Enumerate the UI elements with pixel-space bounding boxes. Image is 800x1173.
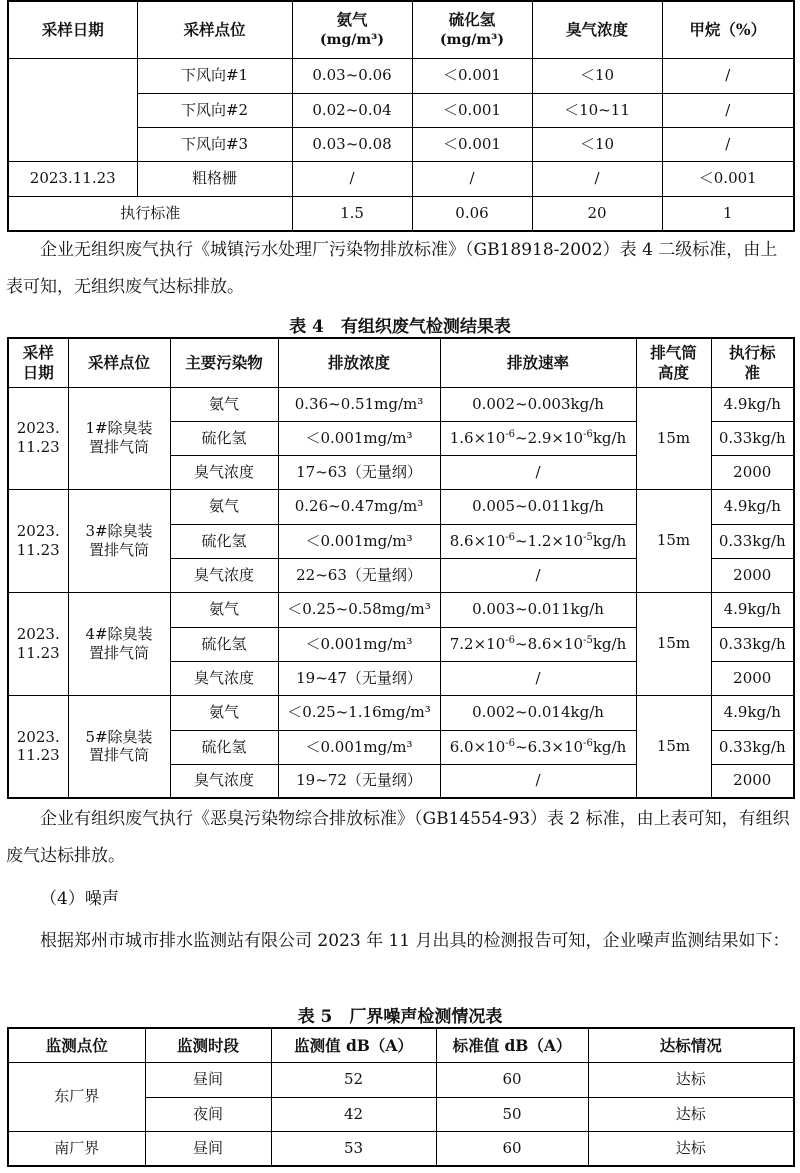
standard-odor: 20 [532,196,662,231]
cell-point: 东厂界 [8,1062,145,1131]
cell-period: 夜间 [145,1097,271,1131]
standard-h2s: 0.06 [412,196,532,231]
cell-conc: 19~47（无量纲） [278,661,440,695]
header-concentration: 排放浓度 [278,338,440,387]
table-row [8,1131,794,1166]
cell-height: 15m [636,592,711,695]
standard-label: 执行标准 [8,196,292,231]
cell-ch4: ＜0.001 [662,161,794,196]
header-h2s: 硫化氢 (mg/m³) [412,1,532,58]
header-result: 达标情况 [588,1028,794,1062]
table-row [8,592,794,627]
cell-odor: ＜10 [532,127,662,161]
cell-rate: 0.002~0.003kg/h [440,387,636,421]
cell-rate: $6.0\times 10^{-6}\sim 6.3\times 10^{-6}kg/h$ [440,730,636,764]
cell-std: 0.33kg/h [711,421,794,455]
table-row [8,1062,794,1097]
table-unorganized-gas [7,0,795,232]
cell-conc: ＜0.001mg/m³ [278,524,440,558]
cell-pollutant: 臭气浓度 [170,764,278,798]
cell-conc: 17~63（无量纲） [278,455,440,489]
cell-odor: / [532,161,662,196]
cell-std: 4.9kg/h [711,695,794,730]
cell-height: 15m [636,695,711,798]
cell-conc: ＜0.001mg/m³ [278,627,440,661]
cell-point: 4#除臭装 置排气筒 [68,592,170,695]
header-pollutant: 主要污染物 [170,338,278,387]
cell-std: 4.9kg/h [711,592,794,627]
cell-std: 2000 [711,764,794,798]
cell-rate: $1.6\times 10^{-6}\sim 2.9\times 10^{-6}kg/h$ [440,421,636,455]
date-cell-blank [8,58,137,161]
cell-result: 达标 [588,1131,794,1166]
cell-rate: / [440,764,636,798]
cell-std: 0.33kg/h [711,730,794,764]
cell-std: 2000 [711,558,794,592]
cell-h2s: ＜0.001 [412,58,532,93]
cell-rate: $7.2\times 10^{-6}\sim 8.6\times 10^{-5}kg/h$ [440,627,636,661]
cell-pollutant: 硫化氢 [170,627,278,661]
section-heading-noise: （4）噪声 [40,889,119,909]
cell-point: 1#除臭装 置排气筒 [68,387,170,489]
table-organized-gas [7,337,795,799]
cell-conc: 22~63（无量纲） [278,558,440,592]
cell-pollutant: 臭气浓度 [170,455,278,489]
paragraph-noise-intro: 根据郑州市城市排水监测站有限公司 2023 年 11 月出具的检测报告可知，企业噪声监测结果如下： [40,931,790,951]
cell-value: 42 [271,1097,436,1131]
table-row-standard [8,196,794,231]
cell-point: 下风向#1 [137,58,292,93]
cell-value: 53 [271,1131,436,1166]
header-sampling-date: 采样日期 [8,1,137,58]
header-point: 监测点位 [8,1028,145,1062]
cell-date: 2023. 11.23 [8,695,68,798]
cell-std: 2000 [711,455,794,489]
cell-std: 0.33kg/h [711,627,794,661]
cell-rate: 0.005~0.011kg/h [440,489,636,524]
table-noise [7,1027,795,1167]
cell-pollutant: 硫化氢 [170,421,278,455]
cell-h2s: / [412,161,532,196]
header-ammonia: 氨气 (mg/m³) [292,1,412,58]
header-standard: 标准值 dB（A） [436,1028,588,1062]
cell-point: 3#除臭装 置排气筒 [68,489,170,592]
cell-result: 达标 [588,1062,794,1097]
header-standard: 执行标 准 [711,338,794,387]
table-row [8,161,794,196]
cell-value: 52 [271,1062,436,1097]
cell-pollutant: 臭气浓度 [170,661,278,695]
header-point: 采样点位 [68,338,170,387]
cell-std: 4.9kg/h [711,489,794,524]
cell-pollutant: 氨气 [170,489,278,524]
cell-pollutant: 氨气 [170,592,278,627]
cell-h2s: ＜0.001 [412,93,532,127]
table5-caption: 表 5 厂界噪声检测情况表 [297,1007,503,1027]
cell-date: 2023. 11.23 [8,592,68,695]
cell-point: 粗格栅 [137,161,292,196]
header-value: 监测值 dB（A） [271,1028,436,1062]
cell-pollutant: 氨气 [170,387,278,421]
cell-odor: ＜10~11 [532,93,662,127]
cell-std: 50 [436,1097,588,1131]
cell-conc: ＜0.001mg/m³ [278,730,440,764]
header-rate: 排放速率 [440,338,636,387]
cell-std: 60 [436,1062,588,1097]
cell-conc: ＜0.25~0.58mg/m³ [278,592,440,627]
cell-conc: ＜0.001mg/m³ [278,421,440,455]
standard-ch4: 1 [662,196,794,231]
cell-rate: 0.002~0.014kg/h [440,695,636,730]
header-odor: 臭气浓度 [532,1,662,58]
cell-ch4: / [662,58,794,93]
table-row [8,489,794,524]
cell-nh3: 0.03~0.08 [292,127,412,161]
table-row [8,58,794,93]
cell-pollutant: 氨气 [170,695,278,730]
cell-pollutant: 硫化氢 [170,730,278,764]
cell-rate: $8.6\times 10^{-6}\sim 1.2\times 10^{-5}kg/h$ [440,524,636,558]
paragraph-unorganized-conclusion: 企业无组织废气执行《城镇污水处理厂污染物排放标准》（GB18918-2002）表 4 二级标准，由上表可知，无组织废气达标排放。 [6,240,778,297]
cell-odor: ＜10 [532,58,662,93]
header-period: 监测时段 [145,1028,271,1062]
header-date: 采样 日期 [8,338,68,387]
cell-std: 60 [436,1131,588,1166]
cell-point: 南厂界 [8,1131,145,1166]
cell-period: 昼间 [145,1062,271,1097]
cell-rate: / [440,455,636,489]
cell-conc: 19~72（无量纲） [278,764,440,798]
cell-point: 下风向#3 [137,127,292,161]
header-sampling-point: 采样点位 [137,1,292,58]
cell-period: 昼间 [145,1131,271,1166]
cell-date: 2023.11.23 [8,161,137,196]
cell-rate: 0.003~0.011kg/h [440,592,636,627]
paragraph-organized-conclusion: 企业有组织废气执行《恶臭污染物综合排放标准》（GB14554-93）表 2 标准，由上表可知，有组织废气达标排放。 [6,809,790,866]
cell-pollutant: 硫化氢 [170,524,278,558]
cell-nh3: / [292,161,412,196]
cell-height: 15m [636,489,711,592]
cell-ch4: / [662,93,794,127]
cell-nh3: 0.03~0.06 [292,58,412,93]
standard-nh3: 1.5 [292,196,412,231]
cell-std: 4.9kg/h [711,387,794,421]
cell-std: 0.33kg/h [711,524,794,558]
cell-nh3: 0.02~0.04 [292,93,412,127]
header-stack-height: 排气筒 高度 [636,338,711,387]
cell-pollutant: 臭气浓度 [170,558,278,592]
cell-date: 2023. 11.23 [8,387,68,489]
table4-caption: 表 4 有组织废气检测结果表 [289,317,511,337]
cell-conc: ＜0.25~1.16mg/m³ [278,695,440,730]
table-row [8,387,794,421]
cell-h2s: ＜0.001 [412,127,532,161]
cell-date: 2023. 11.23 [8,489,68,592]
cell-point: 5#除臭装 置排气筒 [68,695,170,798]
cell-ch4: / [662,127,794,161]
header-methane: 甲烷（%） [662,1,794,58]
cell-rate: / [440,661,636,695]
cell-height: 15m [636,387,711,489]
table-row [8,695,794,730]
cell-point: 下风向#2 [137,93,292,127]
cell-result: 达标 [588,1097,794,1131]
cell-std: 2000 [711,661,794,695]
cell-conc: 0.26~0.47mg/m³ [278,489,440,524]
cell-rate: / [440,558,636,592]
cell-conc: 0.36~0.51mg/m³ [278,387,440,421]
